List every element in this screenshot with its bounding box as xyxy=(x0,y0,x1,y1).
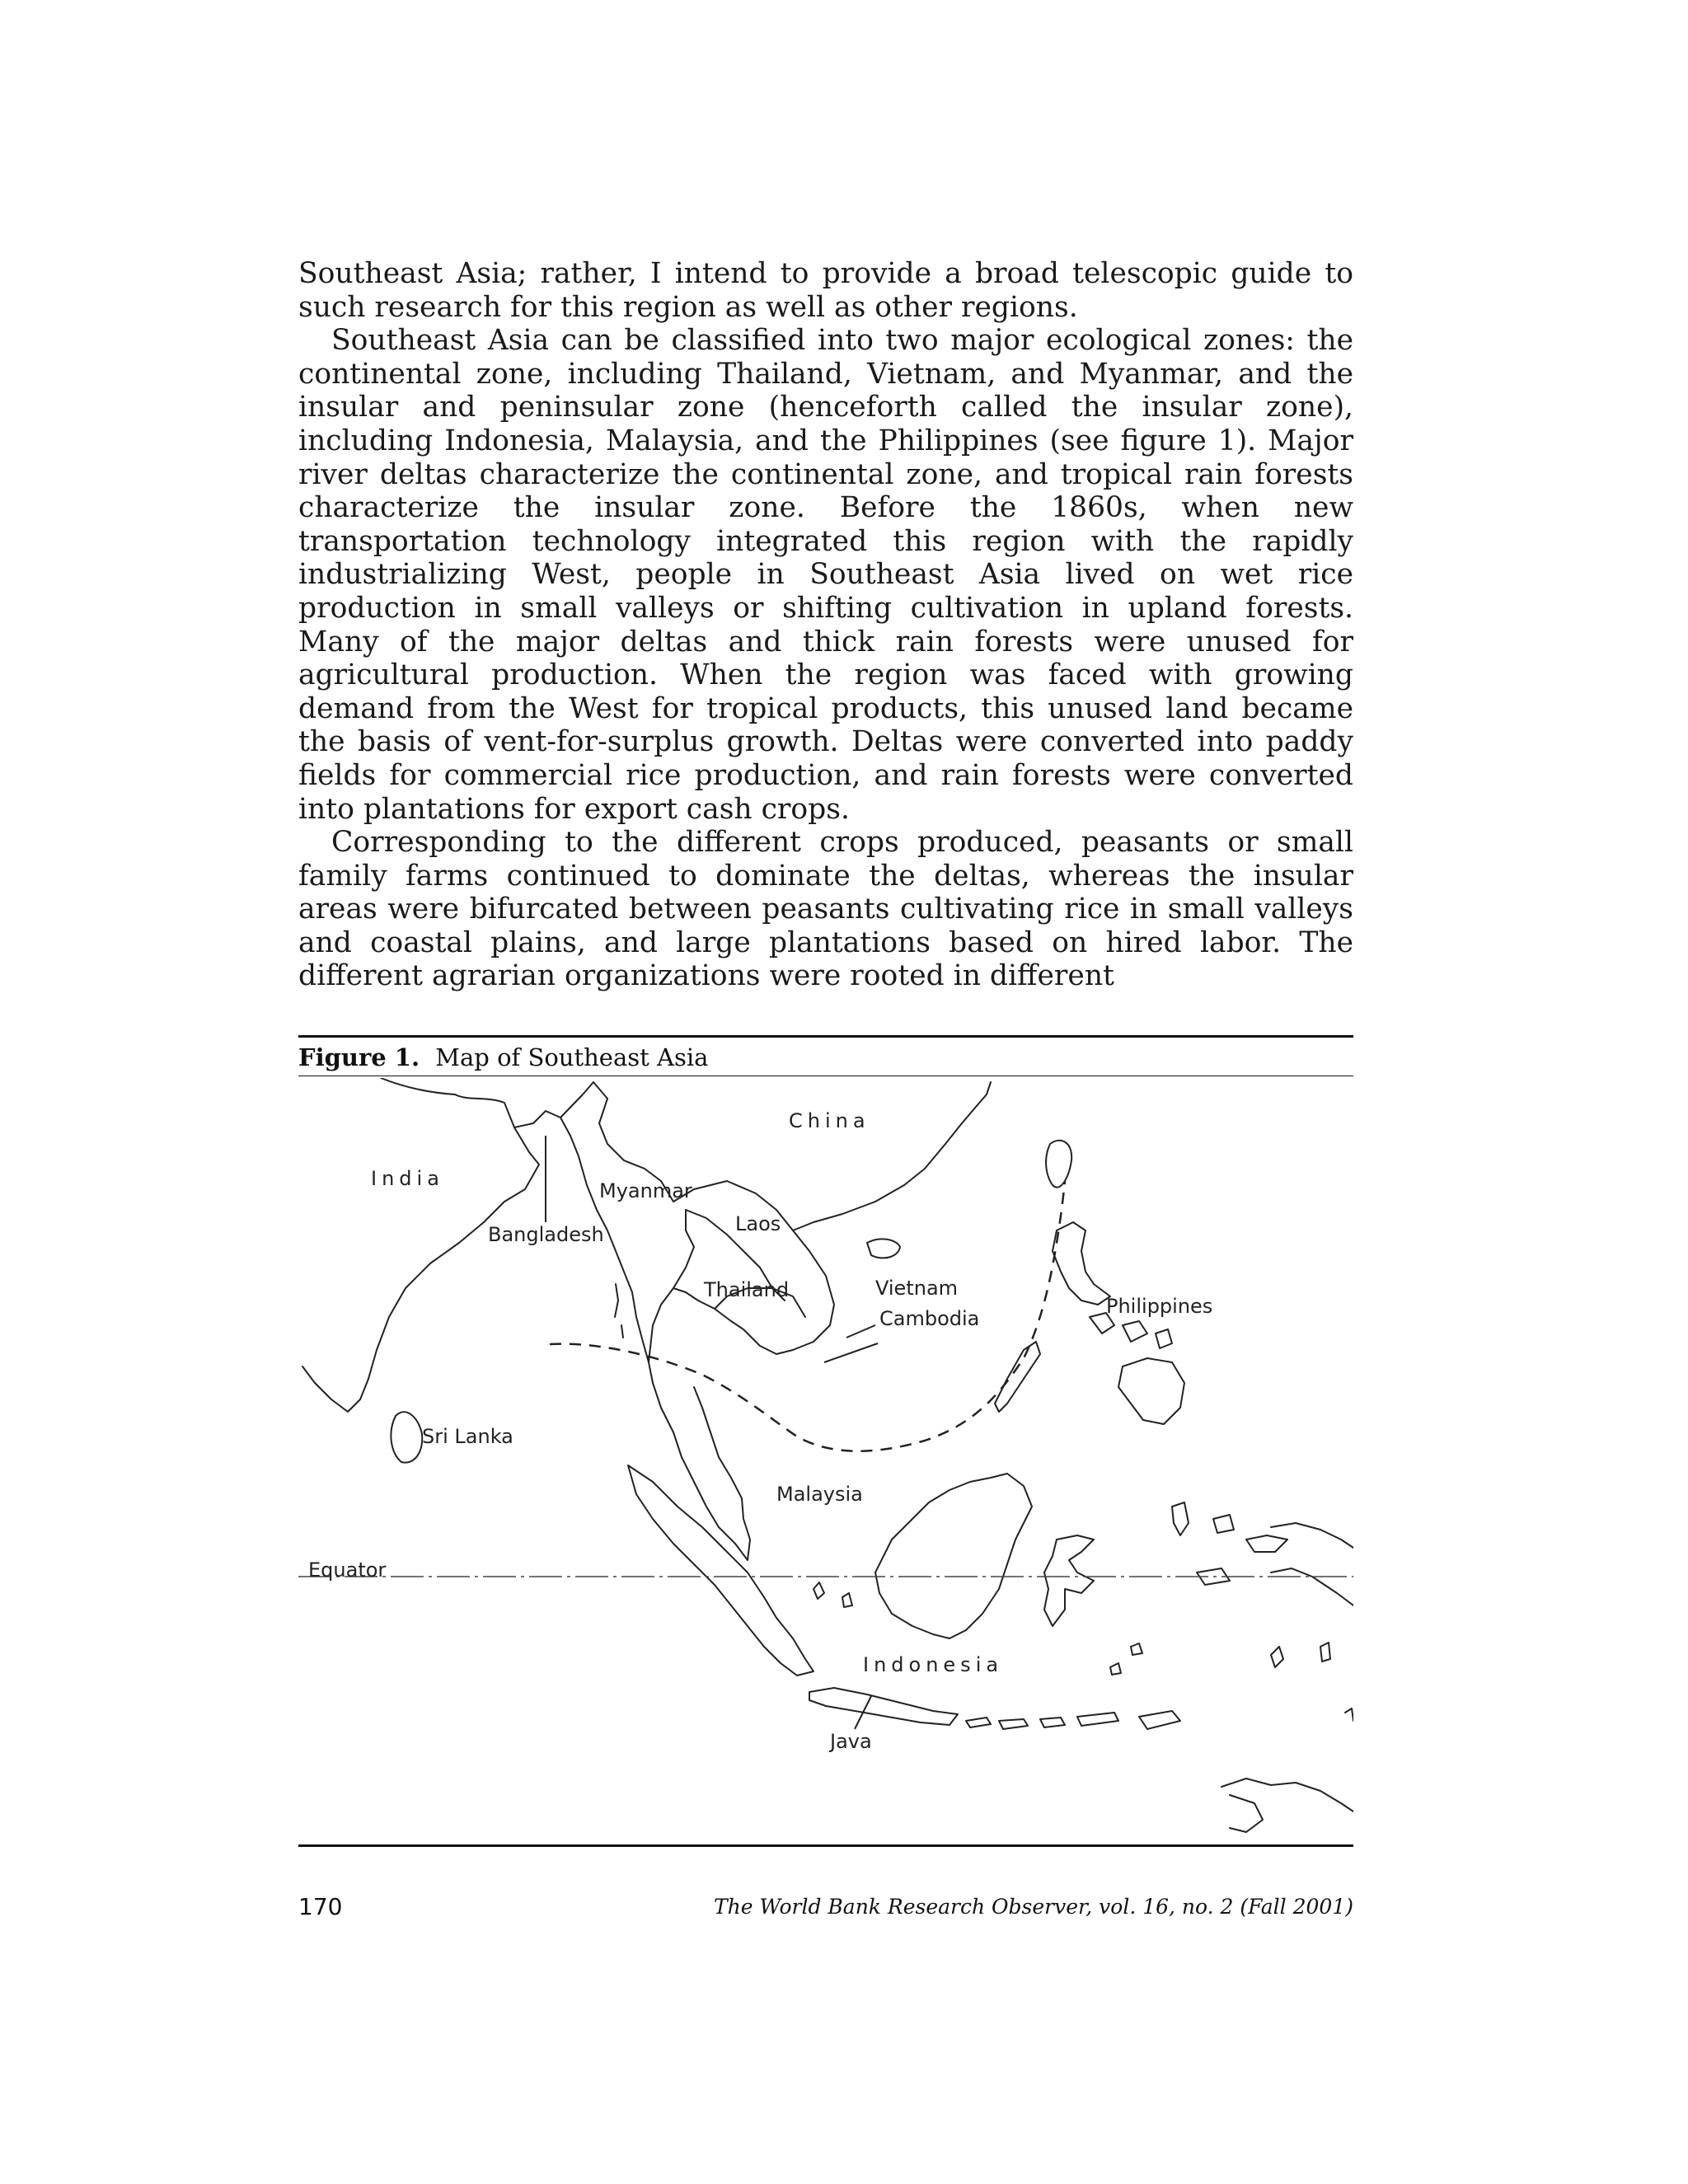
page-number: 170 xyxy=(298,1893,343,1920)
malay-peninsula xyxy=(653,1383,750,1560)
lesser-sunda-islands xyxy=(966,1711,1180,1729)
paragraph-2: Southeast Asia can be classified into two major ecological zones: the continental zone, including Thailand, Vietnam, and Myanmar, and the insular and peninsular zone (henceforth called the insular zone), including Indonesia, Malaysia, and the Philippines (see figure 1). Major river deltas characterize the continental zone, and tropical rain forests characterize the insular zone. Before the 1860s, when new transportation technology integrated this region with the rapidly industrializing West, people in Southeast Asia lived on wet rice production in small valleys or shifting cultivation in upland forests. Many of the major deltas and thick rain forests were unused for agricultural production. When the region was faced with growing demand from the West for tropical products, this unused land became the basis of vent-for-surplus growth. Deltas were converted into paddy fields for commercial rice production, and rain forests were converted into plantations for export cash crops. xyxy=(298,324,1353,826)
label-equator: Equator xyxy=(308,1558,387,1582)
taiwan-island xyxy=(1046,1141,1071,1188)
cambodia-leader xyxy=(824,1343,878,1362)
figure-bottom-rule xyxy=(298,1844,1353,1847)
vietnam-leader xyxy=(846,1325,875,1338)
china-coast xyxy=(793,1082,991,1230)
andaman-islands xyxy=(615,1284,623,1338)
label-myanmar: Myanmar xyxy=(599,1179,692,1202)
figure-caption xyxy=(298,1043,1353,1071)
figure-title: Map of Southeast Asia xyxy=(435,1043,709,1071)
paragraph-3: Corresponding to the different crops produced, peasants or small family farms continued to dominate the deltas, whereas the insular areas were bifurcated between peasants cultivating rice in small valleys and coastal plains, and large plantations based on hired labor. The different agrarian organizations were rooted in different xyxy=(298,826,1353,993)
figure-number: Figure 1. xyxy=(298,1043,420,1071)
label-philippines: Philippines xyxy=(1106,1295,1213,1318)
visayas-islands xyxy=(1090,1313,1172,1348)
label-java: Java xyxy=(830,1730,872,1753)
label-indonesia: Indonesia xyxy=(863,1653,1004,1676)
label-india: India xyxy=(371,1167,444,1190)
indochina-outline xyxy=(649,1181,834,1362)
mindanao-island xyxy=(1118,1358,1184,1424)
java-island xyxy=(809,1688,958,1725)
timor-arafura-islands xyxy=(1271,1643,1353,1721)
label-laos: Laos xyxy=(735,1212,781,1235)
journal-citation: The World Bank Research Observer, vol. 16, no. 2 (Fall 2001) xyxy=(713,1895,1353,1919)
body-text xyxy=(298,257,1353,993)
australia-coast xyxy=(1221,1779,1353,1832)
figure-top-rule xyxy=(298,1035,1353,1038)
india-outline xyxy=(302,1094,539,1412)
southeast-asia-map xyxy=(298,1078,1353,1844)
label-cambodia: Cambodia xyxy=(879,1307,980,1330)
himalaya-border xyxy=(381,1078,455,1094)
sri-lanka-island xyxy=(391,1412,422,1462)
label-bangladesh: Bangladesh xyxy=(488,1223,604,1246)
label-vietnam: Vietnam xyxy=(875,1277,959,1300)
ecological-zone-boundary xyxy=(550,1181,1065,1451)
borneo-island xyxy=(875,1474,1032,1638)
sulawesi-island xyxy=(1044,1535,1094,1626)
label-china: China xyxy=(789,1109,870,1132)
label-thailand: Thailand xyxy=(704,1278,790,1301)
new-guinea-coast xyxy=(1271,1523,1353,1605)
thailand-border xyxy=(673,1210,694,1288)
luzon-island xyxy=(1053,1222,1110,1305)
paragraph-1: Southeast Asia; rather, I intend to provide a broad telescopic guide to such research for this region as well as other regions. xyxy=(298,257,1353,324)
map-figure xyxy=(298,1078,1353,1844)
label-malaysia: Malaysia xyxy=(776,1483,863,1506)
hainan-island xyxy=(867,1239,900,1258)
label-sri-lanka: Sri Lanka xyxy=(422,1425,513,1448)
palawan-island xyxy=(995,1342,1040,1412)
myanmar-coast xyxy=(514,1111,653,1383)
